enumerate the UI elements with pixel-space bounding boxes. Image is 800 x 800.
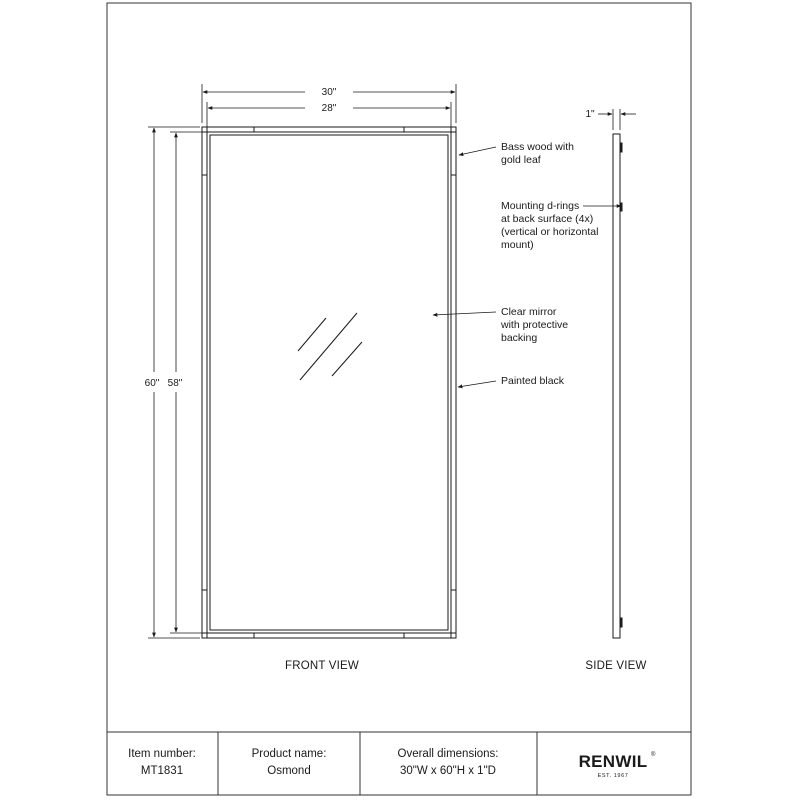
front-view-label: FRONT VIEW <box>285 660 359 672</box>
front-view-drawing <box>202 127 456 638</box>
dim-overall-width: 30" <box>321 87 337 98</box>
backing-cleat <box>202 127 254 132</box>
frame-outer-edge <box>202 127 456 638</box>
overall-dimensions-label: Overall dimensions: <box>397 748 499 760</box>
reflection-line <box>300 313 357 380</box>
backing-cleat <box>202 633 254 638</box>
backing-cleat <box>451 590 456 638</box>
renwil-logo <box>579 751 656 779</box>
reflection-line <box>298 318 326 351</box>
d-ring-mid <box>620 203 622 211</box>
d-ring-bottom <box>620 618 622 627</box>
item-number-value: MT1831 <box>140 765 184 777</box>
product-name-value: Osmond <box>267 765 311 777</box>
overall-dimensions-value: 30"W x 60"H x 1"D <box>400 765 496 777</box>
side-profile <box>613 134 620 638</box>
backing-cleat <box>202 127 207 175</box>
d-ring-top <box>620 143 622 152</box>
callout-painted-black: Painted black <box>501 375 565 387</box>
dim-overall-height: 60" <box>144 378 160 389</box>
dim-inner-width: 28" <box>321 103 337 114</box>
dim-depth: 1" <box>585 109 595 120</box>
callout-mirror: Clear mirror with protective backing <box>501 306 569 344</box>
backing-cleat <box>404 633 456 638</box>
callout-bass-wood: Bass wood with gold leaf <box>501 141 574 166</box>
leader-bass-wood <box>459 147 496 155</box>
side-view-drawing <box>598 109 636 638</box>
sheet-border <box>107 3 691 795</box>
backing-cleat <box>404 127 456 132</box>
item-number-label: Item number: <box>128 748 196 760</box>
backing-cleat <box>202 590 207 638</box>
callout-d-rings: Mounting d-rings at back surface (4x) (vertical or horizontal mount) <box>501 200 599 251</box>
side-view-label: SIDE VIEW <box>585 660 647 672</box>
backing-cleat <box>451 127 456 175</box>
product-name-label: Product name: <box>251 748 327 760</box>
brand-wordmark: RENWIL <box>578 752 648 771</box>
leader-painted-black <box>458 381 496 387</box>
front-dimension-lines <box>148 84 456 638</box>
mirror-glass <box>210 135 448 630</box>
brand-est: EST. 1967 <box>597 773 629 779</box>
callout-leaders <box>433 147 621 387</box>
reflection-line <box>332 342 362 376</box>
leader-mirror <box>433 312 496 315</box>
dim-inner-height: 58" <box>167 378 183 389</box>
brand-registered-mark: ® <box>651 752 656 758</box>
frame-inner-edge <box>207 132 451 633</box>
title-block-dividers <box>218 732 537 795</box>
